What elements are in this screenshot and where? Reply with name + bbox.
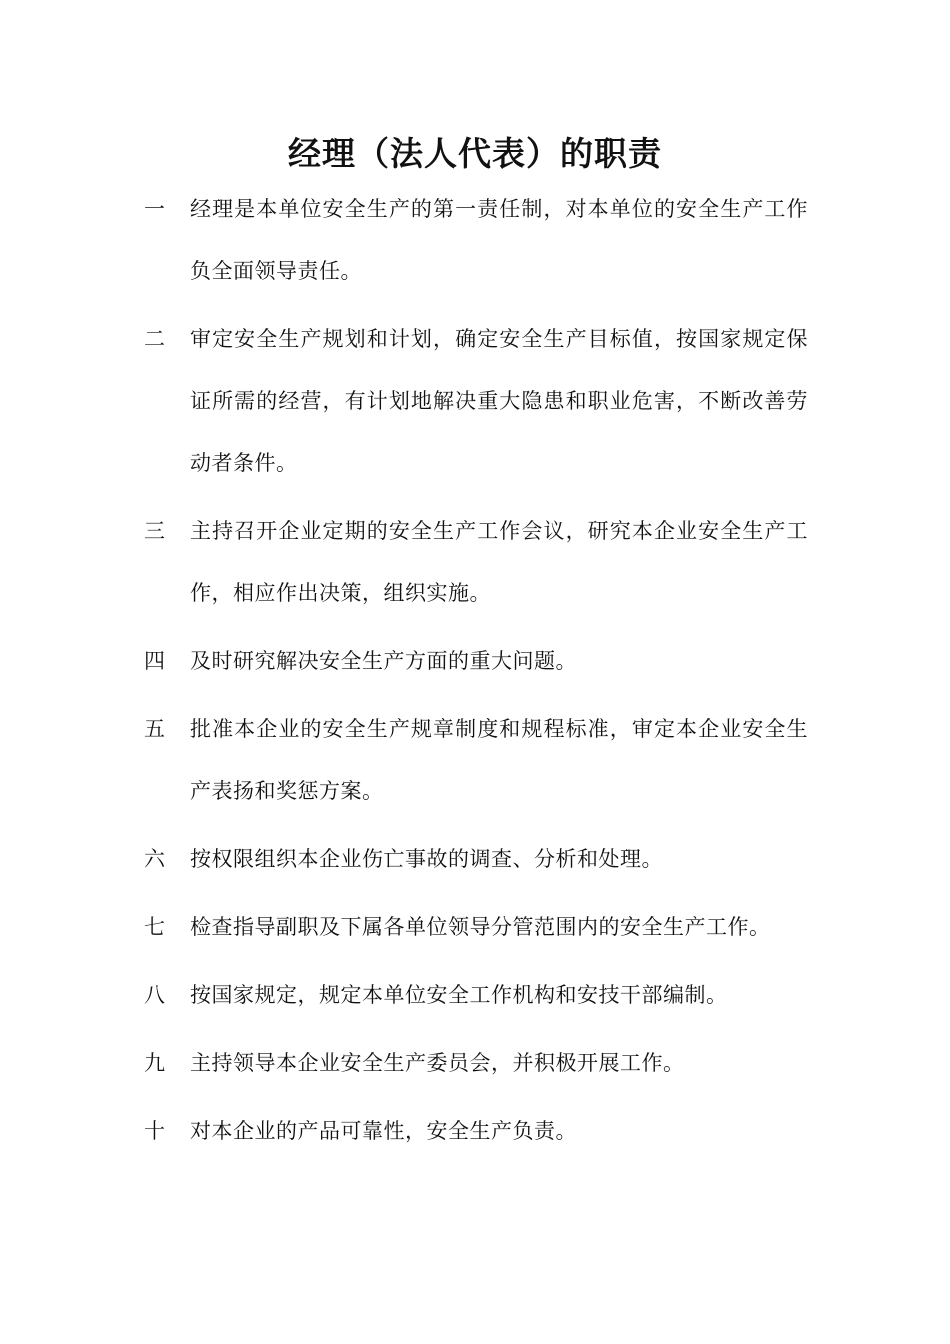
list-item — [144, 1032, 824, 1094]
page-title: 经理（法人代表）的职责 — [288, 134, 662, 174]
item-number: 七 — [144, 915, 165, 939]
list-item — [144, 1100, 824, 1162]
item-number: 二 — [144, 327, 165, 351]
list-item — [144, 500, 824, 624]
item-text: 经理是本单位安全生产的第一责任制，对本单位的安全生产工作负全面领导责任。 — [190, 197, 808, 283]
item-number: 四 — [144, 649, 165, 673]
list-item — [144, 828, 824, 890]
list-item — [144, 178, 824, 302]
item-text: 对本企业的产品可靠性，安全生产负责。 — [190, 1119, 577, 1143]
responsibilities-list — [144, 178, 824, 1168]
item-text: 检查指导副职及下属各单位领导分管范围内的安全生产工作。 — [190, 915, 771, 939]
item-number: 九 — [144, 1051, 165, 1075]
item-text: 按权限组织本企业伤亡事故的调查、分析和处理。 — [190, 847, 663, 871]
item-text: 主持领导本企业安全生产委员会，并积极开展工作。 — [190, 1051, 685, 1075]
item-number: 一 — [144, 197, 165, 221]
item-text: 按国家规定，规定本单位安全工作机构和安技干部编制。 — [190, 983, 728, 1007]
item-text: 及时研究解决安全生产方面的重大问题。 — [190, 649, 577, 673]
item-text: 批准本企业的安全生产规章制度和规程标准，审定本企业安全生产表扬和奖惩方案。 — [190, 717, 808, 803]
item-number: 三 — [144, 519, 165, 543]
list-item — [144, 308, 824, 494]
item-number: 五 — [144, 717, 165, 741]
list-item — [144, 698, 824, 822]
item-number: 六 — [144, 847, 165, 871]
item-number: 十 — [144, 1119, 165, 1143]
item-number: 八 — [144, 983, 165, 1007]
list-item — [144, 964, 824, 1026]
item-text: 主持召开企业定期的安全生产工作会议，研究本企业安全生产工作，相应作出决策，组织实施。 — [190, 519, 808, 605]
item-text: 审定安全生产规划和计划，确定安全生产目标值，按国家规定保证所需的经营，有计划地解决重大隐患和职业危害，不断改善劳动者条件。 — [190, 327, 808, 475]
list-item — [144, 630, 824, 692]
list-item — [144, 896, 824, 958]
